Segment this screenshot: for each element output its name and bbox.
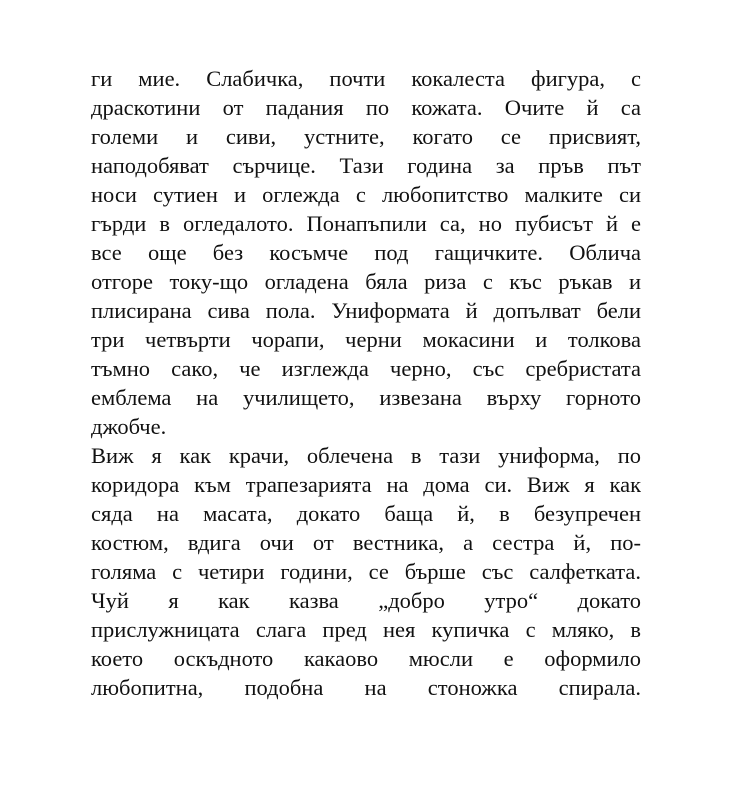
text-line: прислужницата слага пред нея купичка с мляко, в xyxy=(91,617,641,642)
text-line: любопитна, подобна на стоножка спирала. xyxy=(91,675,641,700)
text-line: коридора към трапезарията на дома си. Виж я как xyxy=(91,472,641,497)
text-line: ги мие. Слабичка, почти кокалеста фигура, с xyxy=(91,66,641,91)
text-line: голяма с четири години, се бърше със салфетката. xyxy=(91,559,641,584)
text-line: сяда на масата, докато баща й, в безупречен xyxy=(91,501,641,526)
text-line: джобче. xyxy=(91,414,167,439)
text-line: все още без косъмче под гащичките. Облича xyxy=(91,240,641,265)
text-line: драскотини от падания по кожата. Очите й са xyxy=(91,95,641,120)
text-line: гърди в огледалото. Понапъпили са, но пубисът й е xyxy=(91,211,641,236)
text-line: Чуй я как казва „добро утро“ докато xyxy=(91,588,641,613)
body-text xyxy=(91,64,641,702)
text-line: костюм, вдига очи от вестника, а сестра й, по- xyxy=(91,530,641,555)
text-line: отгоре току-що огладена бяла риза с къс ръкав и xyxy=(91,269,641,294)
text-line: емблема на училището, извезана върху горното xyxy=(91,385,641,410)
text-line: три четвърти чорапи, черни мокасини и толкова xyxy=(91,327,641,352)
text-line: което оскъдното какаово мюсли е оформило xyxy=(91,646,641,671)
text-line: наподобяват сърчице. Тази година за пръв път xyxy=(91,153,641,178)
text-line: Виж я как крачи, облечена в тази униформа, по xyxy=(91,443,641,468)
text-line: тъмно сако, че изглежда черно, със сребристата xyxy=(91,356,641,381)
text-line: плисирана сива пола. Униформата й допълват бели xyxy=(91,298,641,323)
text-line: големи и сиви, устните, когато се присвият, xyxy=(91,124,641,149)
text-line: носи сутиен и оглежда с любопитство малките си xyxy=(91,182,641,207)
